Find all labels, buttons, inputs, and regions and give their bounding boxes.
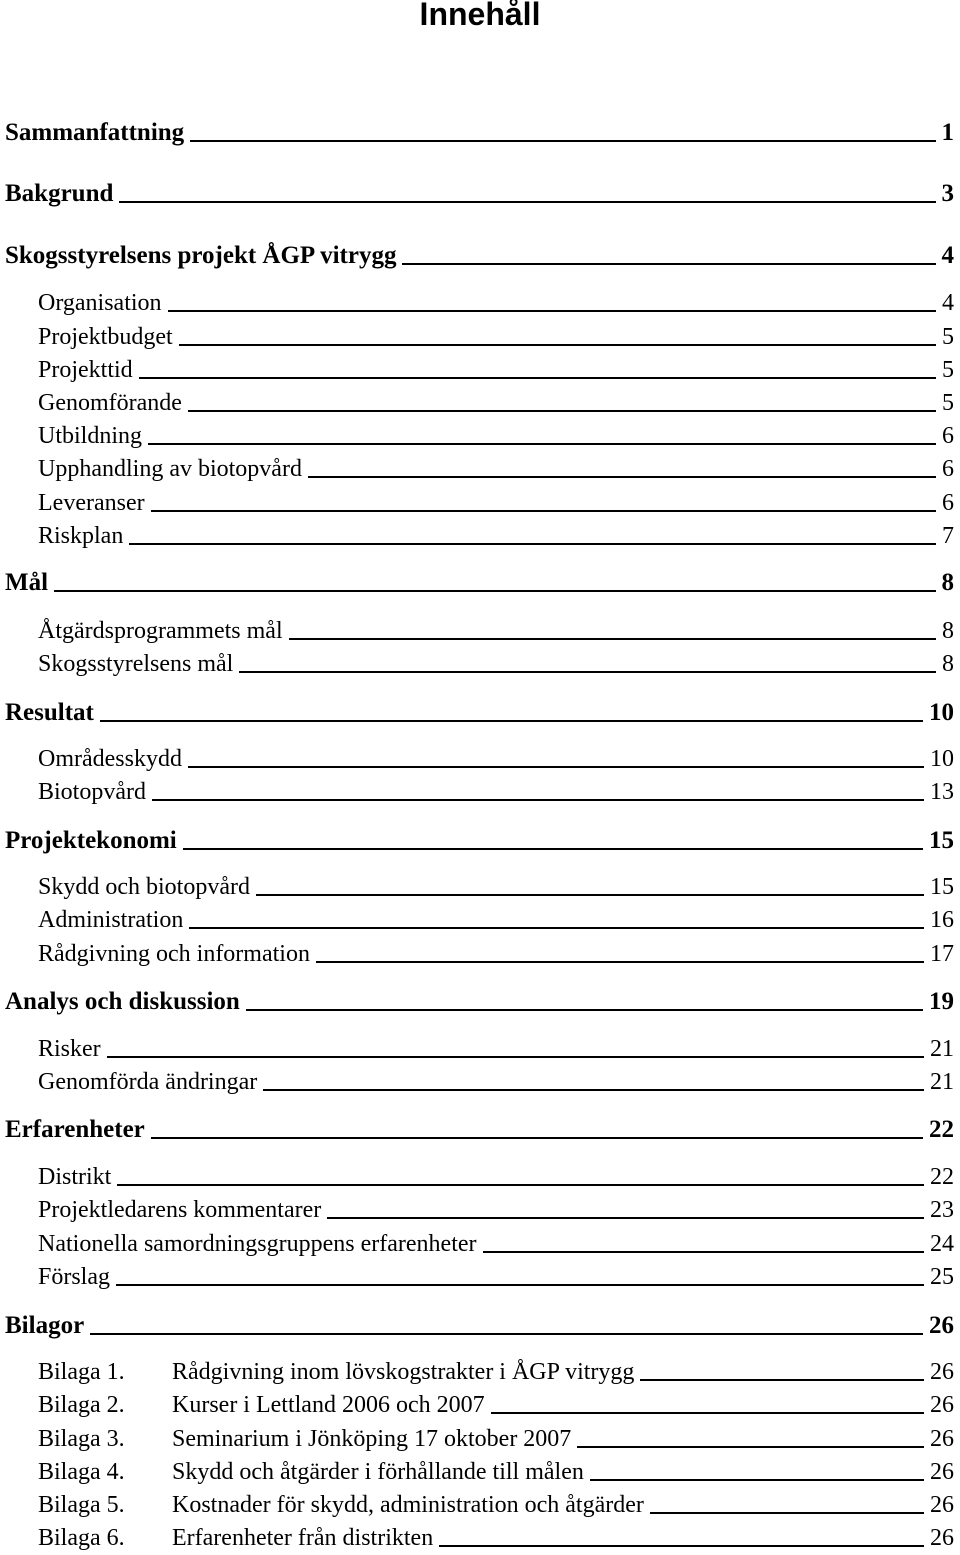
toc-page-number: 26 [930,1459,954,1485]
toc-entry-label: Bilagor [5,1312,85,1339]
toc-entry-bilaga-3[interactable] [38,1423,954,1455]
toc-leader-line [327,1217,924,1219]
toc-entry-label: Risker [38,1036,101,1062]
toc-entry-bilaga-1[interactable] [38,1356,954,1388]
toc-leader-line [152,799,924,801]
toc-entry-upphandling[interactable] [38,453,954,485]
toc-entry-label: Biotopvård [38,779,146,805]
toc-entry-label: Erfarenheter från distrikten [172,1525,434,1551]
toc-page-number: 8 [942,618,954,644]
toc-leader-line [119,201,935,203]
toc-entry-label: Kostnader för skydd, administration och åtgärder [172,1492,644,1518]
toc-appendix-number: Bilaga 2. [38,1392,125,1418]
toc-leader-line [239,671,936,673]
toc-page-number: 19 [929,988,954,1015]
toc-entry-nationella[interactable] [38,1228,954,1260]
toc-entry-projektekonomi[interactable] [5,825,954,857]
toc-entry-skogsstyrelsens-mal[interactable] [38,648,954,680]
toc-page-number: 7 [942,523,954,549]
toc-leader-line [246,1009,923,1011]
toc-leader-line [491,1412,924,1414]
toc-entry-label: Projektbudget [38,324,173,350]
toc-entry-bilagor[interactable] [5,1310,954,1342]
toc-entry-bilaga-4[interactable] [38,1456,954,1488]
toc-page-number: 8 [941,569,954,596]
toc-leader-line [139,377,936,379]
toc-entry-analys[interactable] [5,986,954,1018]
toc-entry-bilaga-5[interactable] [38,1489,954,1521]
toc-page-number: 6 [942,490,954,516]
toc-entry-label: Förslag [38,1264,110,1290]
toc-entry-resultat[interactable] [5,697,954,729]
toc-page-number: 22 [930,1164,954,1190]
toc-entry-label: Skydd och biotopvård [38,874,250,900]
toc-entry-omradesskydd[interactable] [38,743,954,775]
toc-page-number: 16 [930,907,954,933]
toc-page-number: 21 [930,1069,954,1095]
toc-entry-projektbudget[interactable] [38,321,954,353]
toc-page-number: 22 [929,1116,954,1143]
toc-leader-line [90,1333,923,1335]
toc-page-number: 24 [930,1231,954,1257]
toc-appendix-number: Bilaga 4. [38,1459,125,1485]
toc-leader-line [439,1545,924,1547]
toc-entry-mal[interactable] [5,567,954,599]
toc-entry-label: Resultat [5,699,94,726]
toc-leader-line [577,1446,924,1448]
toc-entry-leveranser[interactable] [38,487,954,519]
toc-entry-erfarenheter[interactable] [5,1114,954,1146]
toc-entry-projekttid[interactable] [38,354,954,386]
toc-entry-forslag[interactable] [38,1261,954,1293]
toc-page-number: 3 [941,180,954,207]
toc-entry-label: Skydd och åtgärder i förhållande till målen [172,1459,584,1485]
toc-page-number: 26 [930,1525,954,1551]
toc-leader-line [189,927,924,929]
toc-leader-line [188,766,924,768]
toc-entry-label: Åtgärdsprogrammets mål [38,618,283,644]
toc-leader-line [308,476,936,478]
toc-entry-label: Kurser i Lettland 2006 och 2007 [172,1392,485,1418]
toc-leader-line [190,140,935,142]
toc-leader-line [54,590,935,592]
toc-page-number: 23 [930,1197,954,1223]
toc-leader-line [151,1137,923,1139]
toc-entry-projektledarens[interactable] [38,1194,954,1226]
toc-entry-label: Genomförande [38,390,182,416]
toc-entry-label: Upphandling av biotopvård [38,456,302,482]
toc-leader-line [650,1512,924,1514]
toc-entry-label: Distrikt [38,1164,112,1190]
toc-leader-line [116,1284,924,1286]
toc-entry-genomforande[interactable] [38,387,954,419]
toc-page-number: 10 [930,746,954,772]
toc-leader-line [100,720,923,722]
toc-page-number: 26 [929,1312,954,1339]
toc-entry-label: Seminarium i Jönköping 17 oktober 2007 [172,1426,572,1452]
toc-page-number: 8 [942,651,954,677]
toc-leader-line [402,263,935,265]
toc-leader-line [168,310,936,312]
toc-entry-label: Projektledarens kommentarer [38,1197,322,1223]
toc-entry-label: Utbildning [38,423,143,449]
toc-page-number: 1 [941,119,954,146]
toc-entry-atgardsprogrammets-mal[interactable] [38,615,954,647]
toc-entry-label: Projekttid [38,357,133,383]
toc-leader-line [590,1479,924,1481]
toc-appendix-number: Bilaga 1. [38,1359,125,1385]
toc-leader-line [640,1379,924,1381]
toc-page-number: 21 [930,1036,954,1062]
toc-leader-line [179,344,936,346]
toc-page-number: 15 [930,874,954,900]
toc-entry-skydd-och-biotopvard[interactable] [38,871,954,903]
toc-entry-label: Riskplan [38,523,124,549]
toc-entry-organisation[interactable] [38,287,954,319]
toc-page-number: 5 [942,390,954,416]
toc-page-number: 5 [942,324,954,350]
toc-entry-label: Bakgrund [5,180,114,207]
toc-entry-label: Leveranser [38,490,145,516]
toc-leader-line [129,543,936,545]
toc-entry-utbildning[interactable] [38,420,954,452]
page-title: Innehåll [419,0,541,32]
toc-entry-sammanfattning[interactable] [5,117,954,149]
toc-entry-risker[interactable] [38,1033,954,1065]
toc-entry-distrikt[interactable] [38,1161,954,1193]
toc-entry-bilaga-6[interactable] [38,1522,954,1554]
toc-page-number: 26 [930,1392,954,1418]
toc-page-number: 26 [930,1492,954,1518]
toc-leader-line [316,961,924,963]
toc-leader-line [148,443,936,445]
toc-entry-label: Skogsstyrelsens mål [38,651,234,677]
toc-page-number: 4 [942,290,954,316]
toc-leader-line [117,1184,924,1186]
toc-entry-label: Områdesskydd [38,746,182,772]
toc-entry-bakgrund[interactable] [5,178,954,210]
toc-leader-line [256,894,924,896]
toc-entry-label: Projektekonomi [5,827,177,854]
toc-appendix-number: Bilaga 3. [38,1426,125,1452]
toc-leader-line [151,510,936,512]
toc-entry-label: Skogsstyrelsens projekt ÅGP vitrygg [5,242,397,269]
toc-entry-label: Erfarenheter [5,1116,145,1143]
toc-entry-label: Analys och diskussion [5,988,240,1015]
toc-appendix-number: Bilaga 5. [38,1492,125,1518]
toc-appendix-number: Bilaga 6. [38,1525,125,1551]
toc-entry-administration[interactable] [38,904,954,936]
toc-entry-genomforda-andringar[interactable] [38,1066,954,1098]
toc-leader-line [183,848,923,850]
toc-entry-bilaga-2[interactable] [38,1389,954,1421]
toc-entry-label: Administration [38,907,184,933]
toc-page-number: 17 [930,941,954,967]
toc-entry-radgivning[interactable] [38,938,954,970]
toc-page-number: 4 [941,242,954,269]
toc-leader-line [107,1056,924,1058]
toc-entry-label: Genomförda ändringar [38,1069,258,1095]
toc-leader-line [289,638,936,640]
toc-entry-label: Organisation [38,290,162,316]
toc-leader-line [483,1251,924,1253]
toc-entry-projekt[interactable] [5,240,954,272]
toc-page-number: 25 [930,1264,954,1290]
toc-page-number: 10 [929,699,954,726]
toc-page-number: 15 [929,827,954,854]
toc-leader-line [263,1089,924,1091]
toc-page-number: 26 [930,1426,954,1452]
toc-entry-riskplan[interactable] [38,520,954,552]
toc-page-number: 26 [930,1359,954,1385]
toc-leader-line [188,410,936,412]
toc-page-number: 13 [930,779,954,805]
toc-entry-label: Sammanfattning [5,119,185,146]
toc-entry-biotopvard[interactable] [38,776,954,808]
toc-page-number: 6 [942,423,954,449]
toc-entry-label: Rådgivning och information [38,941,310,967]
toc-page-number: 6 [942,456,954,482]
toc-entry-label: Rådgivning inom lövskogstrakter i ÅGP vitrygg [172,1359,635,1385]
toc-entry-label: Nationella samordningsgruppens erfarenheter [38,1231,477,1257]
toc-entry-label: Mål [5,569,49,596]
toc-page-number: 5 [942,357,954,383]
